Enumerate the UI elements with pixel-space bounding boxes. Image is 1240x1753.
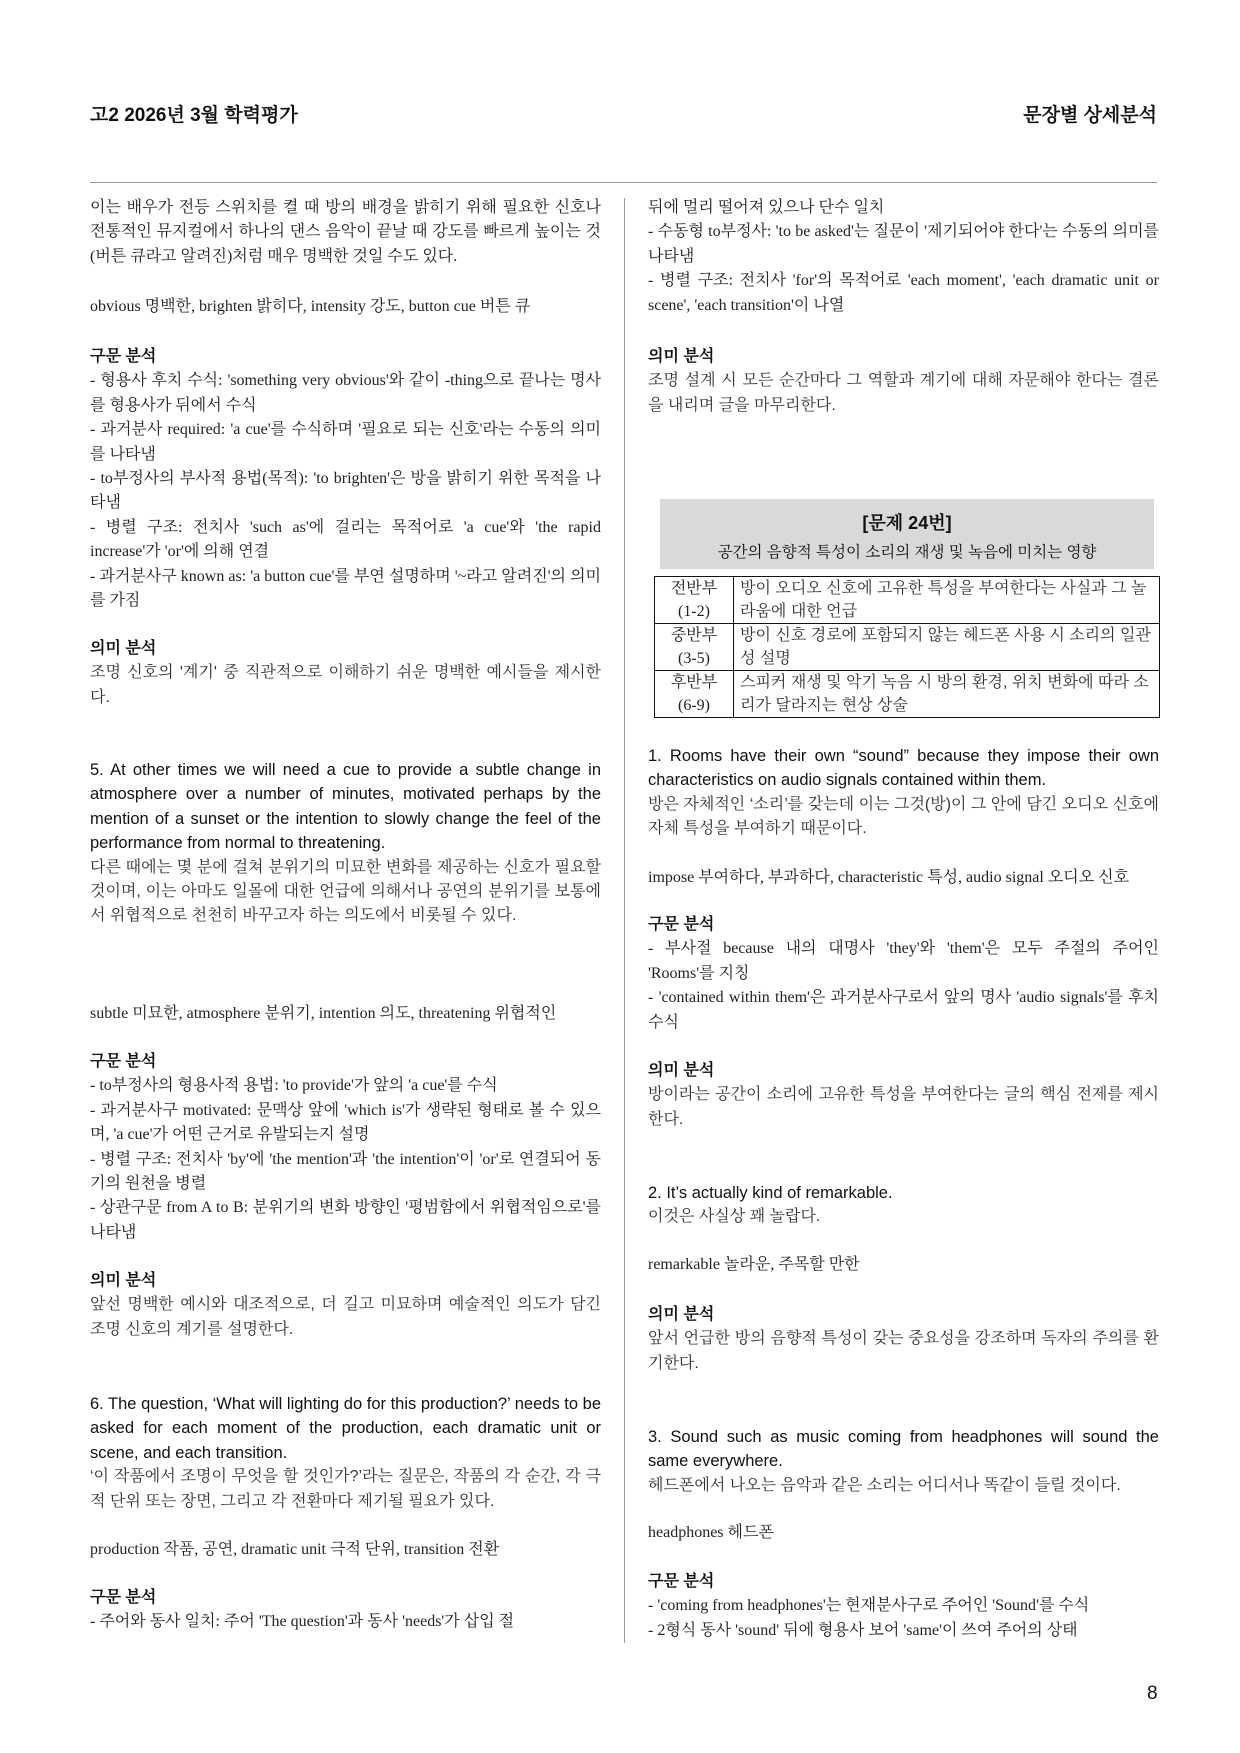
meaning-text: 조명 신호의 '계기' 중 직관적으로 이해하기 쉬운 명백한 예시들을 제시한다. <box>90 664 601 706</box>
page-number: 8 <box>1147 1683 1158 1704</box>
sentence-6 <box>90 1392 601 1514</box>
korean-translation: 다른 때에는 몇 분에 걸쳐 분위기의 미묘한 변화를 제공하는 신호가 필요할 것이며, 이는 아마도 일몰에 대한 언급에 의해서나 공연의 분위기를 보통에서 위협적으로 천천히 바꾸고자 하는 의도에서 비롯될 수 있다. <box>90 858 601 925</box>
syntax-heading: 구문 분석 <box>648 1573 715 1590</box>
header-divider <box>90 182 1157 183</box>
vocabulary-text: headphones 헤드폰 <box>648 1524 774 1541</box>
syntax-heading: 구문 분석 <box>90 348 157 365</box>
problem-subtitle: 공간의 음향적 특성이 소리의 재생 및 녹음에 미치는 영향 <box>717 544 1097 561</box>
meaning-heading: 의미 분석 <box>648 1062 715 1079</box>
description-cell: 방이 오디오 신호에 고유한 특성을 부여한다는 사실과 그 놀라움에 대한 언급 <box>734 577 1160 624</box>
vocabulary-text: impose 부여하다, 부과하다, characteristic 특성, audio signal 오디오 신호 <box>648 869 1130 886</box>
meaning-heading: 의미 분석 <box>90 1272 157 1289</box>
meaning-heading: 의미 분석 <box>90 640 157 657</box>
sentence-2 <box>648 1181 1159 1230</box>
document-title: 고2 2026년 3월 학력평가 <box>90 105 298 126</box>
meaning-analysis <box>90 1269 601 1342</box>
korean-translation: 헤드폰에서 나오는 음악과 같은 소리는 어디서나 똑같이 들릴 것이다. <box>648 1476 1121 1494</box>
syntax-item: - 과거분사 required: 'a cue'를 수식하며 '필요로 되는 신호'라는 수동의 의미를 나타냄 <box>90 421 601 463</box>
part-range: (3-5) <box>678 650 710 667</box>
meaning-analysis <box>648 345 1159 418</box>
column-divider <box>624 198 625 1643</box>
part-label: 중반부 <box>670 627 718 644</box>
part-range: (6-9) <box>678 697 710 714</box>
syntax-item: - 수동형 to부정사: 'to be asked'는 질문이 '제기되어야 한다'는 수동의 의미를 나타냄 <box>648 223 1159 265</box>
syntax-analysis <box>648 1570 1159 1643</box>
meaning-heading: 의미 분석 <box>648 1306 715 1323</box>
part-range: (1-2) <box>678 603 710 620</box>
syntax-item: - to부정사의 부사적 용법(목적): 'to brighten'은 방을 밝히기 위한 목적을 나타냄 <box>90 470 601 512</box>
part-label: 후반부 <box>670 674 718 691</box>
syntax-item: 뒤에 멀리 떨어져 있으나 단수 일치 <box>648 199 885 216</box>
english-sentence: 2. It’s actually kind of remarkable. <box>648 1184 893 1202</box>
meaning-text: 방이라는 공간이 소리에 고유한 특성을 부여한다는 글의 핵심 전제를 제시한다. <box>648 1086 1159 1128</box>
syntax-item: - 병렬 구조: 전치사 'by'에 'the mention'과 'the intention'이 'or'로 연결되어 동기의 원천을 병렬 <box>90 1150 601 1193</box>
syntax-item: - 'coming from headphones'는 현재분사구로 주어인 'Sound'를 수식 <box>648 1597 1090 1615</box>
syntax-continued <box>648 196 1159 318</box>
part-cell <box>655 671 734 718</box>
vocabulary-text: obvious 명백한, brighten 밝히다, intensity 강도, button cue 버튼 큐 <box>90 298 531 315</box>
syntax-item: - 'contained within them'은 과거분사구로서 앞의 명사 'audio signals'를 후치 수식 <box>648 989 1159 1031</box>
syntax-item: - 형용사 후치 수식: 'something very obvious'와 같이 -thing으로 끝나는 명사를 형용사가 뒤에서 수식 <box>90 372 601 414</box>
english-sentence: 1. Rooms have their own “sound” because they impose their own characteristics on audio signals contained within them. <box>648 747 1159 790</box>
syntax-analysis <box>648 913 1159 1035</box>
meaning-analysis <box>648 1059 1159 1132</box>
meaning-analysis <box>648 1303 1159 1376</box>
description-cell: 방이 신호 경로에 포함되지 않는 헤드폰 사용 시 소리의 일관성 설명 <box>734 624 1160 671</box>
syntax-heading: 구문 분석 <box>90 1053 157 1070</box>
syntax-item: - 주어와 동사 일치: 주어 'The question'과 동사 'needs'가 삽입 절 <box>90 1613 515 1631</box>
vocabulary <box>90 1538 601 1562</box>
table-row <box>655 624 1160 671</box>
korean-translation: ‘이 작품에서 조명이 무엇을 할 것인가?’라는 질문은, 작품의 각 순간, 각 극적 단위 또는 장면, 그리고 각 전환마다 제기될 필요가 있다. <box>90 1468 601 1510</box>
table-row <box>655 671 1160 718</box>
english-sentence: 5. At other times we will need a cue to provide a subtle change in atmosphere over a number of minutes, motivated perhaps by the mention of a sunset or the intention to slowly change the feel of the performance from normal to threatening. <box>90 761 601 853</box>
korean-translation: 방은 자체적인 ‘소리’를 갖는데 이는 그것(방)이 그 안에 담긴 오디오 신호에 자체 특성을 부여하기 때문이다. <box>648 795 1159 838</box>
meaning-text: 조명 설계 시 모든 순간마다 그 역할과 계기에 대해 자문해야 한다는 결론을 내리며 글을 마무리한다. <box>648 372 1159 414</box>
table-row <box>655 577 1160 624</box>
problem-title: [문제 24번] <box>862 513 952 533</box>
part-label: 전반부 <box>670 580 718 597</box>
part-cell <box>655 577 734 624</box>
syntax-item: - 2형식 동사 'sound' 뒤에 형용사 보어 'same'이 쓰여 주어의 상태 <box>648 1621 1078 1639</box>
syntax-item: - 부사절 because 내의 대명사 'they'와 'them'은 모두 주절의 주어인 'Rooms'를 지칭 <box>648 940 1159 982</box>
section-title: 문장별 상세분석 <box>1023 105 1157 126</box>
syntax-analysis <box>90 1050 601 1245</box>
vocabulary-text: remarkable 놀라운, 주목할 만한 <box>648 1256 860 1273</box>
syntax-item: - 과거분사구 known as: 'a button cue'를 부연 설명하며 '~라고 알려진'의 의미를 가짐 <box>90 567 601 610</box>
syntax-analysis <box>90 345 601 613</box>
sentence-5 <box>90 758 601 929</box>
meaning-heading: 의미 분석 <box>648 348 715 365</box>
meaning-analysis <box>90 637 601 710</box>
korean-translation: 이것은 사실상 꽤 놀랍다. <box>648 1208 821 1226</box>
structure-table <box>654 576 1160 718</box>
translation-paragraph <box>90 196 601 269</box>
vocabulary <box>648 1253 1159 1277</box>
description-cell: 스피커 재생 및 악기 녹음 시 방의 환경, 위치 변화에 따라 소리가 달라지는 현상 상술 <box>734 671 1160 718</box>
korean-translation: 이는 배우가 전등 스위치를 켤 때 방의 배경을 밝히기 위해 필요한 신호나 전통적인 뮤지컬에서 하나의 댄스 음악이 끝날 때 강도를 빠르게 높이는 것(버튼 큐라고 알려진)처럼 매우 명백한 것일 수도 있다. <box>90 199 601 265</box>
syntax-item: - 상관구문 from A to B: 분위기의 변화 방향인 '평범함에서 위협적임으로'를 나타냄 <box>90 1199 601 1241</box>
syntax-item: - to부정사의 형용사적 용법: 'to provide'가 앞의 'a cue'를 수식 <box>90 1077 498 1095</box>
syntax-heading: 구문 분석 <box>90 1589 157 1606</box>
vocabulary <box>648 1521 1159 1545</box>
english-sentence: 6. The question, ‘What will lighting do for this production?’ needs to be asked for each moment of the production, each dramatic unit or scene, and each transition. <box>90 1395 601 1462</box>
vocabulary-text: subtle 미묘한, atmosphere 분위기, intention 의도, threatening 위협적인 <box>90 1005 557 1022</box>
syntax-heading: 구문 분석 <box>648 916 715 933</box>
syntax-item: - 병렬 구조: 전치사 'for'의 목적어로 'each moment', 'each dramatic unit or scene', 'each transition'이 나열 <box>648 272 1159 314</box>
syntax-analysis <box>90 1586 601 1635</box>
meaning-text: 앞선 명백한 예시와 대조적으로, 더 길고 미묘하며 예술적인 의도가 담긴 조명 신호의 계기를 설명한다. <box>90 1296 601 1338</box>
sentence-1 <box>648 744 1159 842</box>
sentence-3 <box>648 1425 1159 1498</box>
syntax-item: - 과거분사구 motivated: 문맥상 앞에 'which is'가 생략된 형태로 볼 수 있으며, 'a cue'가 어떤 근거로 유발되는지 설명 <box>90 1101 601 1144</box>
problem-header <box>660 499 1154 569</box>
meaning-text: 앞서 언급한 방의 음향적 특성이 갖는 중요성을 강조하며 독자의 주의를 환기한다. <box>648 1330 1159 1372</box>
syntax-item: - 병렬 구조: 전치사 'such as'에 걸리는 목적어로 'a cue'와 'the rapid increase'가 'or'에 의해 연결 <box>90 518 601 561</box>
vocabulary <box>90 1002 601 1026</box>
vocabulary <box>90 295 601 319</box>
english-sentence: 3. Sound such as music coming from headphones will sound the same everywhere. <box>648 1428 1159 1471</box>
vocabulary-text: production 작품, 공연, dramatic unit 극적 단위, transition 전환 <box>90 1541 500 1558</box>
part-cell <box>655 624 734 671</box>
vocabulary <box>648 866 1159 890</box>
